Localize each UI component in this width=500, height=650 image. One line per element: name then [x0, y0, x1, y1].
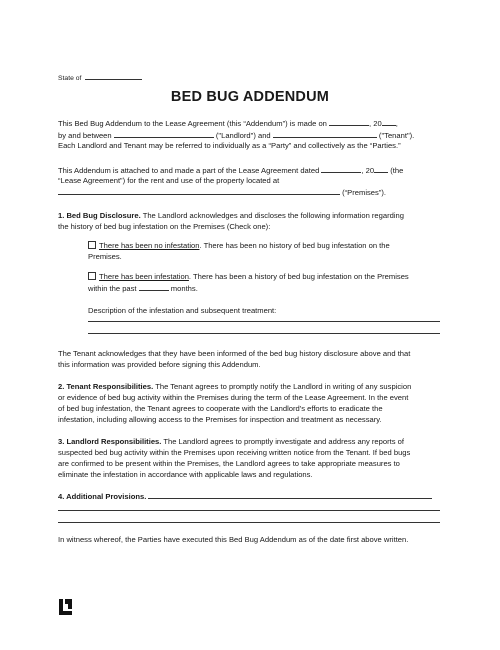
attached-text: This Addendum is attached to and made a part of the Lease Agreement dated [58, 166, 320, 175]
additional-line-3[interactable] [58, 522, 440, 523]
document-title: BED BUG ADDENDUM [170, 89, 330, 105]
attached-text: (“Premises”). [342, 188, 386, 197]
state-field[interactable] [85, 71, 142, 80]
landlord-line-3: are confirmed to be present within the Premises, the Landlord agrees to take appropriate measures to [58, 459, 400, 468]
option-label: There has been no infestation [99, 241, 200, 250]
lease-date-field[interactable] [321, 164, 361, 173]
intro-text: by and between [58, 131, 112, 140]
intro-text: , 20 [369, 119, 382, 128]
months-field[interactable] [139, 282, 169, 291]
landlord-name-field[interactable] [114, 129, 214, 138]
lease-year-field[interactable] [374, 164, 388, 173]
infestation-checkbox[interactable] [88, 272, 96, 280]
state-label: State of [58, 75, 82, 82]
additional-line-2[interactable] [58, 510, 440, 511]
year-field[interactable] [382, 117, 396, 126]
landlord-line-2: suspected bed bug activity within the Premises upon receiving written notice from the Tenant. If bed bugs [58, 448, 411, 457]
tenant-line-3: of bed bug infestation, the Tenant agrees to cooperate with the Landlord's efforts to eradicate the [58, 404, 383, 413]
intro-text: ("Landlord") and [215, 131, 271, 140]
landlord-text: The Landlord agrees to promptly investigate and address any reports of [161, 437, 404, 446]
disclosure-line-2: the history of bed bug infestation on the Premises (Check one): [58, 222, 271, 231]
tenant-name-field[interactable] [273, 129, 377, 138]
option-infestation-line-2 [88, 282, 198, 295]
option-text: . There has been no history of bed bug infestation on the [199, 241, 390, 250]
additional-line-1 [58, 490, 432, 503]
intro-text: This Bed Bug Addendum to the Lease Agreement (this “Addendum”) is made on [58, 119, 327, 128]
attached-line-2: “Lease Agreement”) for the rent and use of the property located at [58, 176, 280, 185]
option-text: months. [170, 284, 198, 293]
disclosure-text: The Landlord acknowledges and discloses the following information regarding [140, 211, 404, 220]
landlord-line-4: eliminate the infestation in accordance with applicable laws and regulations. [58, 470, 313, 479]
option-label: There has been infestation [99, 272, 189, 281]
description-line-1[interactable] [88, 321, 440, 322]
intro-text: , [395, 119, 398, 128]
landlord-heading: 3. Landlord Responsibilities. [58, 437, 162, 446]
ack-line-1: The Tenant acknowledges that they have been informed of the bed bug history disclosure above and that [58, 349, 411, 358]
tenant-text: The Tenant agrees to promptly notify the Landlord in writing of any suspicion [153, 382, 412, 391]
premises-address-field[interactable] [58, 186, 340, 195]
intro-line-3: Each Landlord and Tenant may be referred to individually as a “Party” and collectively as the “Parties.” [58, 141, 401, 150]
description-line-2[interactable] [88, 333, 440, 334]
intro-text: ("Tenant"). [378, 131, 415, 140]
state-line [58, 71, 142, 85]
attached-line-3 [58, 186, 386, 199]
attached-text: (the [390, 166, 404, 175]
tenant-line-2: or evidence of bed bug activity within the Premises during the term of the Lease Agreement. In the event [58, 393, 409, 402]
no-infestation-checkbox[interactable] [88, 241, 96, 249]
witness-statement: In witness whereof, the Parties have executed this Bed Bug Addendum as of the date first above written. [58, 535, 409, 544]
option-no-infestation [88, 240, 390, 252]
option-text: within the past [88, 284, 137, 293]
tenant-heading: 2. Tenant Responsibilities. [58, 382, 154, 391]
option-text: . There has been a history of bed bug infestation on the Premises [188, 272, 409, 281]
ack-line-2: this information was provided before signing this Addendum. [58, 360, 261, 369]
attached-text: , 20 [361, 166, 375, 175]
date-field[interactable] [329, 117, 369, 126]
description-label: Description of the infestation and subsequent treatment: [88, 306, 277, 315]
additional-field-1[interactable] [148, 490, 432, 499]
option-no-infestation-line-2: Premises. [88, 252, 122, 261]
brand-logo-icon [59, 599, 72, 615]
additional-heading: 4. Additional Provisions. [58, 492, 147, 501]
disclosure-heading: 1. Bed Bug Disclosure. [58, 211, 141, 220]
tenant-line-4: infestation, including allowing access to the Premises for inspection and treatment as necessary. [58, 415, 382, 424]
